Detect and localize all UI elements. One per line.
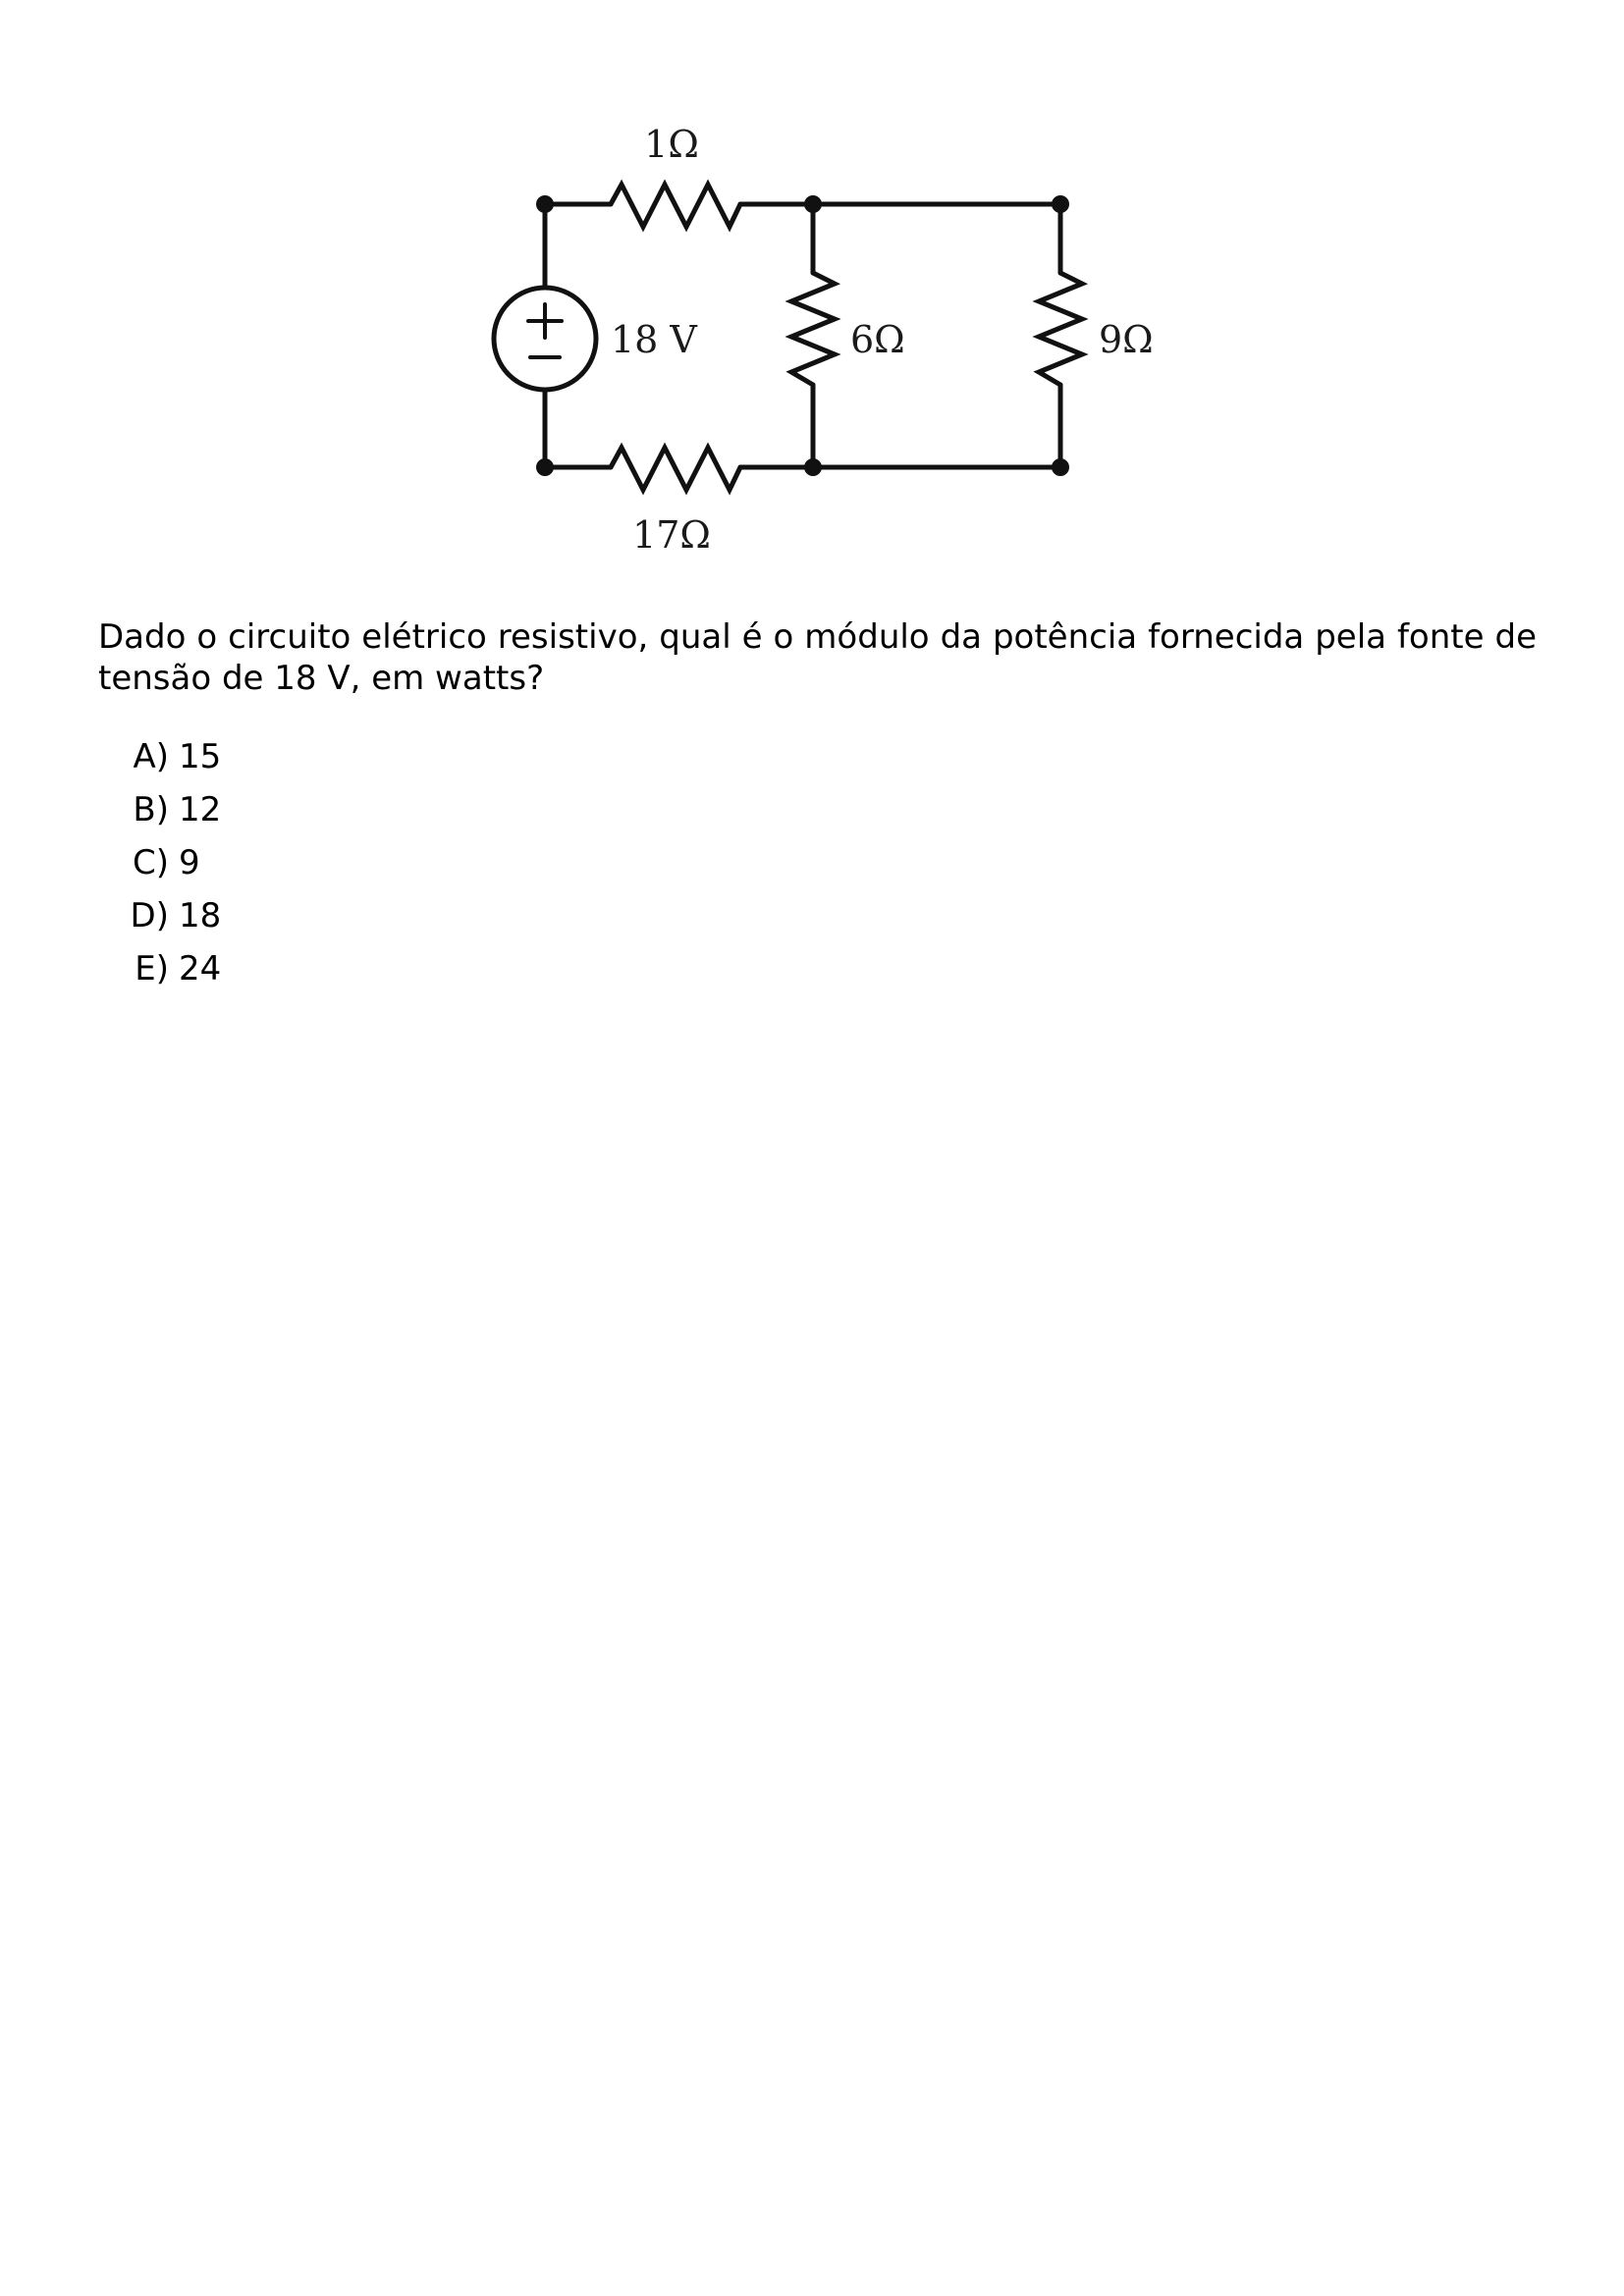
node-bottom-middle <box>804 458 822 476</box>
node-top-right <box>1052 195 1069 213</box>
resistor-right-label: 9Ω <box>1099 318 1154 361</box>
option-a[interactable] <box>118 730 221 783</box>
resistor-1ohm <box>611 185 740 227</box>
resistor-bottom-label: 17Ω <box>632 513 711 557</box>
answer-options <box>118 730 221 995</box>
question-text: Dado o circuito elétrico resistivo, qual é o módulo da potência fornecida pela fonte de tensão de 18 V, em watts? <box>98 617 1537 698</box>
option-letter: B) <box>133 790 169 829</box>
option-letter: D) <box>130 896 169 935</box>
option-value: 18 <box>179 896 222 935</box>
source-voltage-label: 18 V <box>611 318 697 361</box>
option-letter: E) <box>135 949 169 988</box>
node-bottom-left <box>536 458 554 476</box>
circuit-diagram <box>0 0 1624 589</box>
option-letter: C) <box>132 843 169 882</box>
resistor-middle-label: 6Ω <box>850 318 905 361</box>
option-value: 24 <box>179 949 222 988</box>
option-value: 9 <box>179 843 200 882</box>
option-c[interactable] <box>118 836 221 889</box>
node-bottom-right <box>1052 458 1069 476</box>
resistor-top-label: 1Ω <box>644 123 699 166</box>
resistor-17ohm <box>611 448 740 490</box>
resistor-6ohm <box>791 273 835 385</box>
option-d[interactable] <box>118 889 221 942</box>
node-top-middle <box>804 195 822 213</box>
option-e[interactable] <box>118 942 221 995</box>
option-value: 12 <box>179 790 222 829</box>
option-value: 15 <box>179 737 222 776</box>
resistor-9ohm <box>1039 273 1082 385</box>
node-top-left <box>536 195 554 213</box>
option-letter: A) <box>133 737 169 776</box>
option-b[interactable] <box>118 783 221 836</box>
